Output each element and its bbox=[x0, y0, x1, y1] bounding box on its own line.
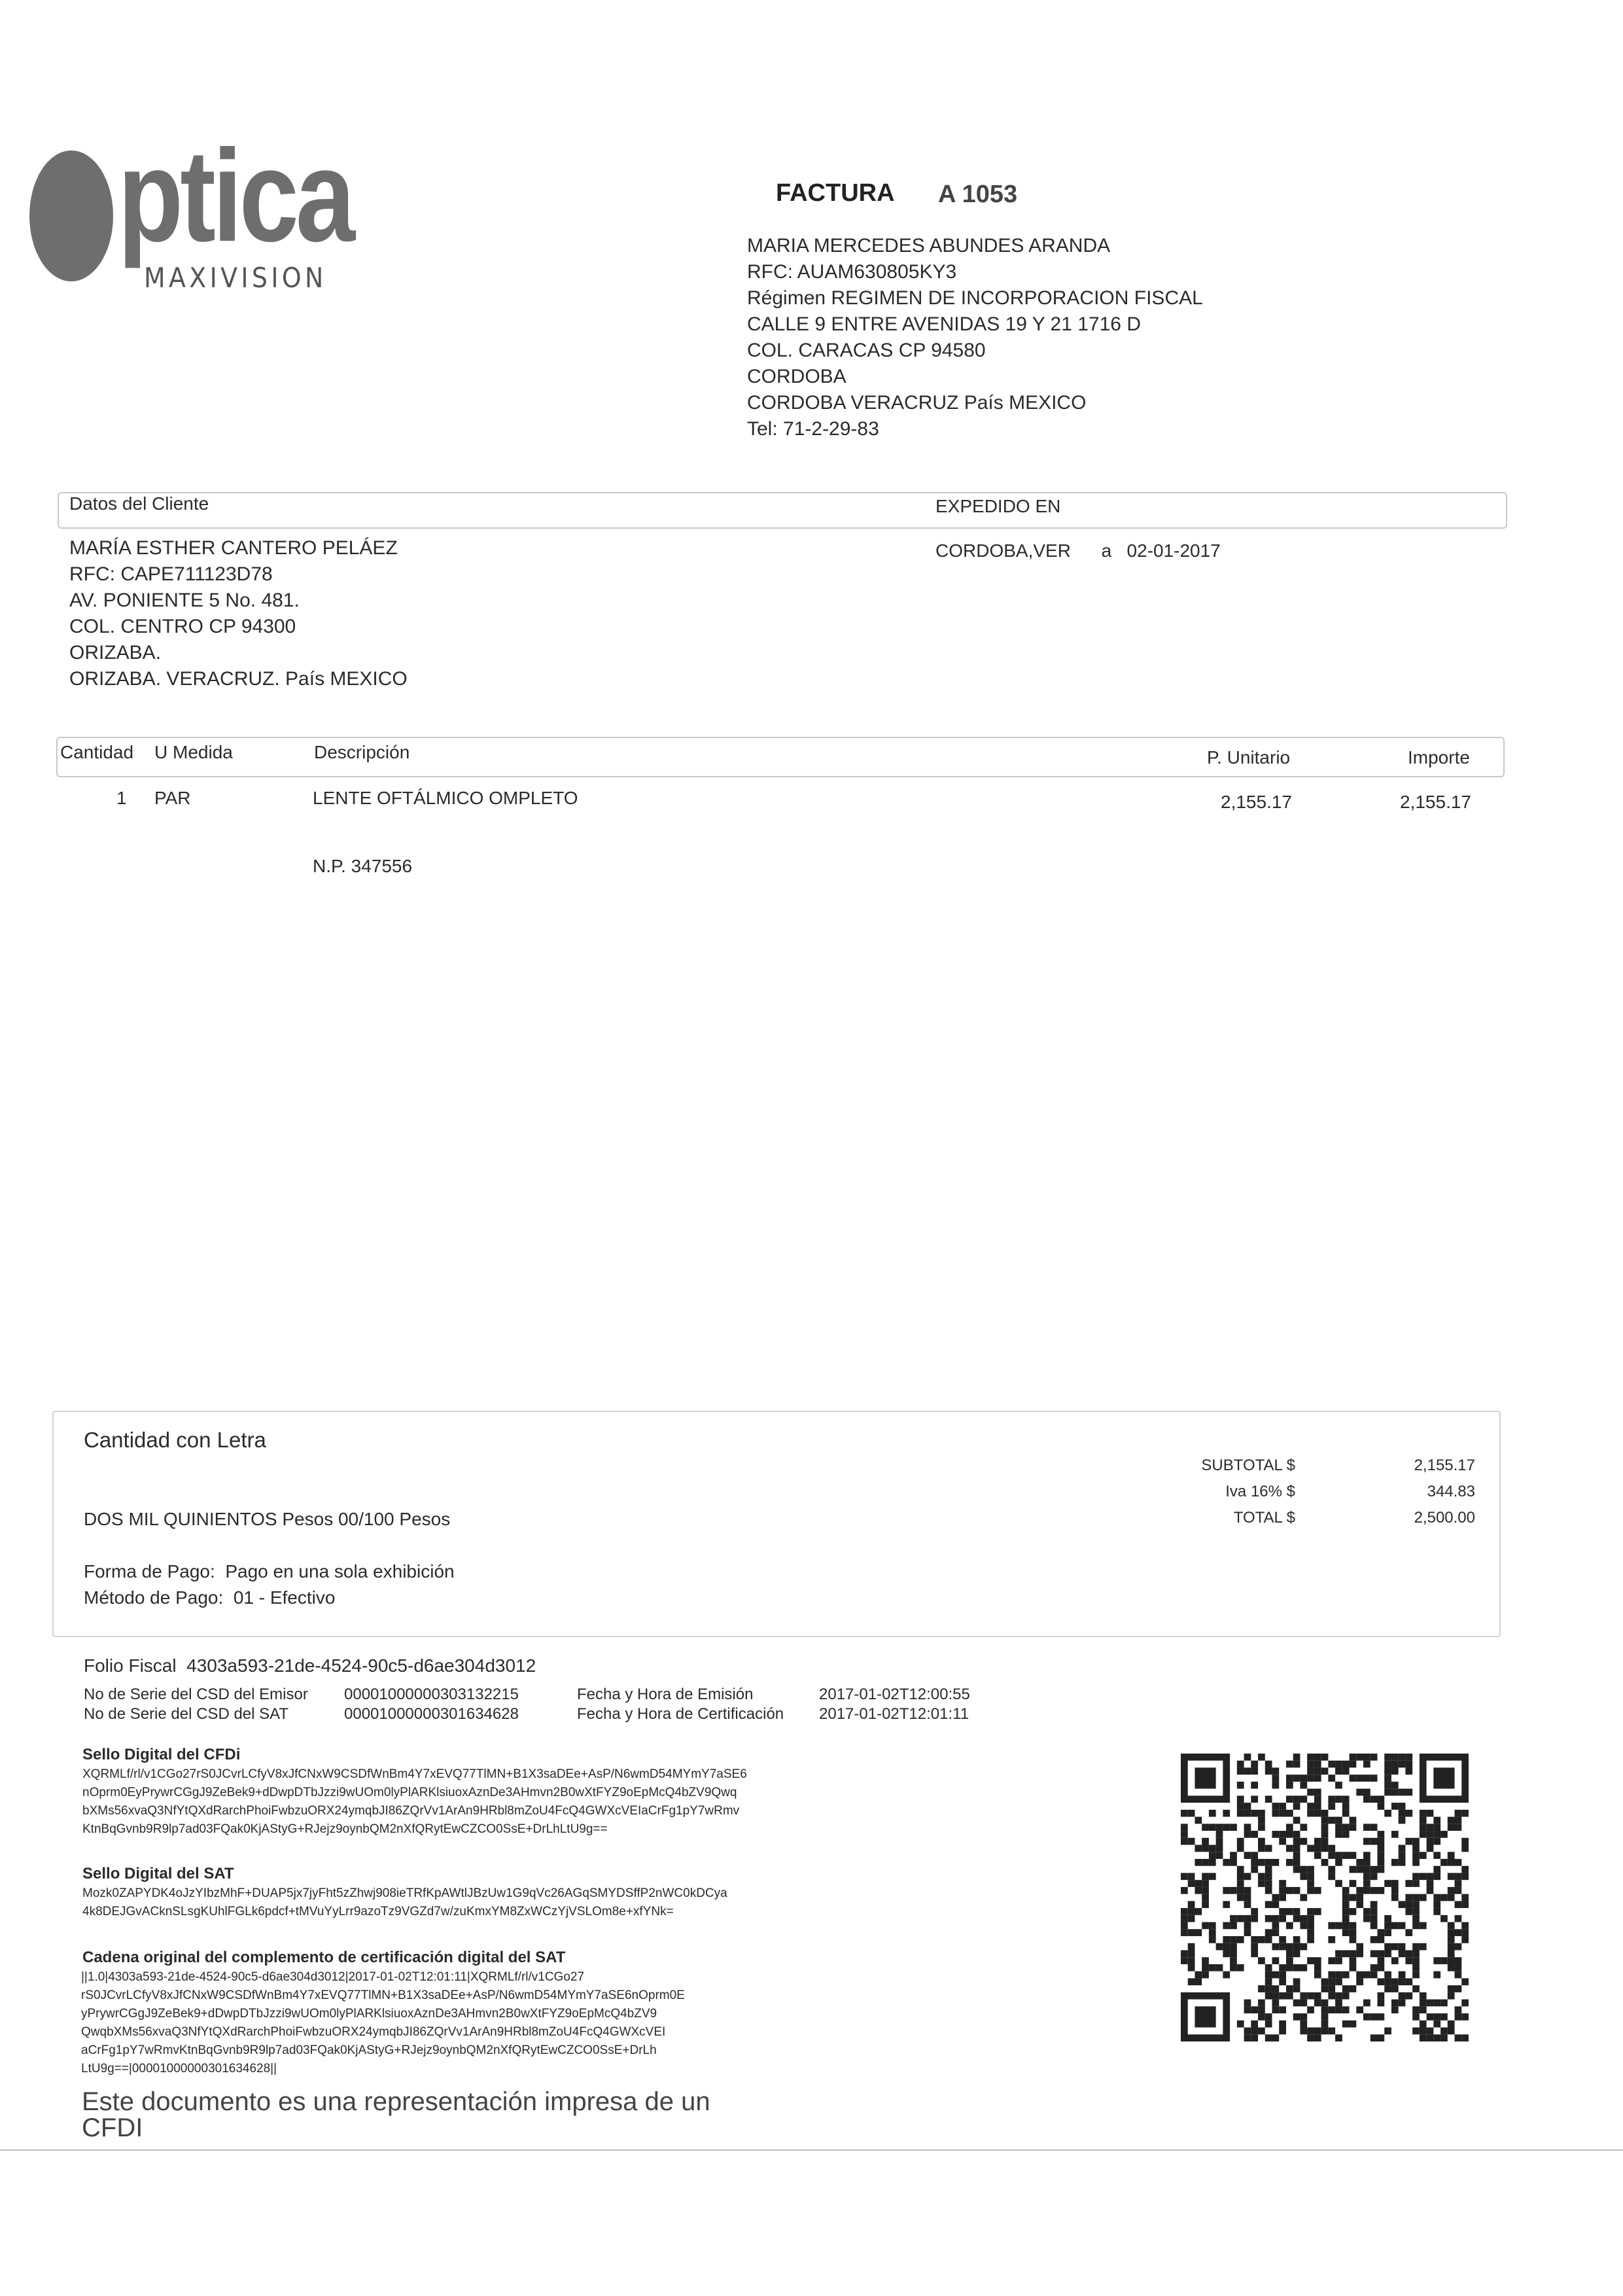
letra-value: DOS MIL QUINIENTOS Pesos 00/100 Pesos bbox=[84, 1509, 451, 1529]
logo-subtitle: MAXIVISION bbox=[144, 262, 327, 294]
footer-disclaimer-text: Este documento es una representación impresa de un CFDI bbox=[82, 2087, 710, 2142]
cliente-header-label: Datos del Cliente bbox=[69, 493, 209, 514]
letra-label: Cantidad con Letra bbox=[84, 1428, 266, 1452]
forma-pago: Forma de Pago: Pago en una sola exhibición bbox=[84, 1561, 455, 1581]
page-bottom-rule bbox=[0, 2149, 1623, 2151]
cliente-rfc: RFC: CAPE711123D78 bbox=[69, 563, 273, 585]
invoice-folio: A 1053 bbox=[938, 181, 1018, 208]
item-note: N.P. 347556 bbox=[313, 856, 413, 876]
col-punitario: P. Unitario bbox=[1207, 747, 1291, 768]
logo-o-mark bbox=[29, 150, 113, 281]
col-importe: Importe bbox=[1408, 747, 1470, 768]
emisor-city: CORDOBA bbox=[747, 366, 846, 387]
cadena-line: aCrFg1pY7wRmvKtnBqGvnb9R9lp7ad03FQak0KjAStyG+RJejz9oynbQM2nXfQRytEwCZCO0SsE+DrLh bbox=[81, 2043, 657, 2057]
emisor-phone: Tel: 71-2-29-83 bbox=[747, 418, 879, 440]
emisor-regimen: Régimen REGIMEN DE INCORPORACION FISCAL bbox=[747, 287, 1203, 309]
emisor-name: MARIA MERCEDES ABUNDES ARANDA bbox=[747, 235, 1111, 256]
sello-cfdi-title: Sello Digital del CFDi bbox=[82, 1746, 241, 1763]
row-importe: 2,155.17 bbox=[1400, 792, 1471, 812]
serie-sat-value: 00001000000301634628 bbox=[344, 1705, 519, 1723]
qr-code-icon bbox=[1181, 1754, 1469, 2041]
iva-value: 344.83 bbox=[1427, 1483, 1475, 1500]
logo-wordmark: ptica bbox=[118, 123, 353, 269]
subtotal-label: SUBTOTAL $ bbox=[1201, 1457, 1295, 1474]
row-punitario: 2,155.17 bbox=[1221, 792, 1292, 812]
cliente-city: ORIZABA. bbox=[69, 642, 162, 663]
row-cantidad: 1 bbox=[116, 788, 127, 808]
sello-sat-text bbox=[82, 1884, 727, 1921]
cliente-colonia: COL. CENTRO CP 94300 bbox=[69, 616, 296, 637]
total-value: 2,500.00 bbox=[1414, 1509, 1475, 1527]
sello-sat-title: Sello Digital del SAT bbox=[82, 1865, 234, 1882]
sello-cfdi-line: nOprm0EyPrywrCGgJ9ZeBek9+dDwpDTbJzzi9wUOm0lyPlARKlsiuoxAznDe3AHmvn2B0wXtFYZ9oEpMcQ4bZV9Qwq bbox=[82, 1786, 737, 1799]
subtotal-value: 2,155.17 bbox=[1414, 1457, 1475, 1474]
cliente-name: MARÍA ESTHER CANTERO PELÁEZ bbox=[69, 537, 398, 559]
cadena-title: Cadena original del complemento de certificación digital del SAT bbox=[82, 1949, 566, 1966]
sello-sat-line: Mozk0ZAPYDK4oJzYIbzMhF+DUAP5jx7jyFht5zZhwj908ieTRfKpAWtlJBzUw1G9qVc26AGqSMYDSffP2nWC0kDCya bbox=[82, 1886, 727, 1900]
total-label: TOTAL $ bbox=[1233, 1509, 1295, 1527]
cliente-state: ORIZABA. VERACRUZ. País MEXICO bbox=[69, 668, 408, 690]
serie-sat-label: No de Serie del CSD del SAT bbox=[84, 1705, 289, 1723]
sello-cfdi-line: XQRMLf/rl/v1CGo27rS0JCvrLCfyV8xJfCNxW9CSDfWnBm4Y7xEVQ77TlMN+B1X3saDEe+AsP/N6wmD54MYmY7aSE6 bbox=[82, 1767, 747, 1781]
sello-cfdi-line: bXMs56xvaQ3NfYtQXdRarchPhoiFwbzuORX24ymqbJI86ZQrVv1ArAn9HRbl8mZoU4FcQ4GWXcVEIaCrFg1pY7wRmv bbox=[82, 1804, 740, 1818]
fecha-cert-label: Fecha y Hora de Certificación bbox=[577, 1705, 784, 1723]
serie-emisor-label: No de Serie del CSD del Emisor bbox=[84, 1686, 308, 1703]
row-umedida: PAR bbox=[154, 788, 191, 808]
sello-cfdi-line: KtnBqGvnb9R9lp7ad03FQak0KjAStyG+RJejz9oynbQM2nXfQRytEwCZCO0SsE+DrLhLtU9g== bbox=[82, 1822, 608, 1836]
cliente-address: AV. PONIENTE 5 No. 481. bbox=[69, 590, 300, 611]
fecha-emision-label: Fecha y Hora de Emisión bbox=[577, 1686, 754, 1703]
col-descripcion: Descripción bbox=[314, 742, 410, 762]
emisor-rfc: RFC: AUAM630805KY3 bbox=[747, 261, 957, 283]
expedido-value: CORDOBA,VER a 02-01-2017 bbox=[935, 540, 1221, 561]
folio-fiscal: Folio Fiscal 4303a593-21de-4524-90c5-d6ae304d3012 bbox=[84, 1655, 536, 1676]
cadena-line: rS0JCvrLCfyV8xJfCNxW9CSDfWnBm4Y7xEVQ77TlMN+B1X3saDEe+AsP/N6wmD54MYmY7aSE6nOprm0E bbox=[81, 1988, 685, 2002]
cadena-line: QwqbXMs56xvaQ3NfYtQXdRarchPhoiFwbzuORX24ymqbJI86ZQrVv1ArAn9HRbl8mZoU4FcQ4GWXcVEI bbox=[81, 2025, 666, 2039]
col-umedida: U Medida bbox=[154, 742, 233, 762]
emisor-colonia: COL. CARACAS CP 94580 bbox=[747, 340, 986, 361]
cadena-line: LtU9g==|00001000000301634628|| bbox=[81, 2062, 277, 2075]
iva-label: Iva 16% $ bbox=[1225, 1483, 1295, 1500]
expedido-label: EXPEDIDO EN bbox=[935, 496, 1061, 516]
cadena-line: ||1.0|4303a593-21de-4524-90c5-d6ae304d3012|2017-01-02T12:01:11|XQRMLf/rl/v1CGo27 bbox=[81, 1970, 585, 1984]
col-cantidad: Cantidad bbox=[60, 742, 134, 762]
cadena-text bbox=[81, 1968, 685, 2078]
emisor-block bbox=[747, 233, 1203, 442]
emisor-address: CALLE 9 ENTRE AVENIDAS 19 Y 21 1716 D bbox=[747, 313, 1141, 335]
emisor-state: CORDOBA VERACRUZ País MEXICO bbox=[747, 392, 1087, 414]
doc-type: FACTURA bbox=[776, 179, 895, 207]
sello-sat-line: 4k8DEJGvACknSLsgKUhlFGLk6pdcf+tMVuYyLrr9azoTz9VGZd7w/zuKmxYM8ZxWCzYjVSLOm8e+xfYNk= bbox=[82, 1905, 674, 1918]
cadena-line: yPrywrCGgJ9ZeBek9+dDwpDTbJzzi9wUOm0lyPlARKlsiuoxAznDe3AHmvn2B0wXtFYZ9oEpMcQ4bZV9 bbox=[81, 2007, 657, 2021]
fecha-cert-value: 2017-01-02T12:01:11 bbox=[819, 1705, 969, 1723]
row-descripcion: LENTE OFTÁLMICO OMPLETO bbox=[313, 788, 578, 808]
sello-cfdi-text bbox=[82, 1765, 747, 1839]
metodo-pago: Método de Pago: 01 - Efectivo bbox=[84, 1587, 336, 1608]
cliente-header-bar bbox=[58, 492, 1507, 529]
fecha-emision-value: 2017-01-02T12:00:55 bbox=[819, 1686, 970, 1703]
serie-emisor-value: 00001000000303132215 bbox=[344, 1686, 519, 1703]
footer-disclaimer-cut bbox=[82, 2087, 769, 2142]
cliente-block bbox=[69, 535, 408, 692]
